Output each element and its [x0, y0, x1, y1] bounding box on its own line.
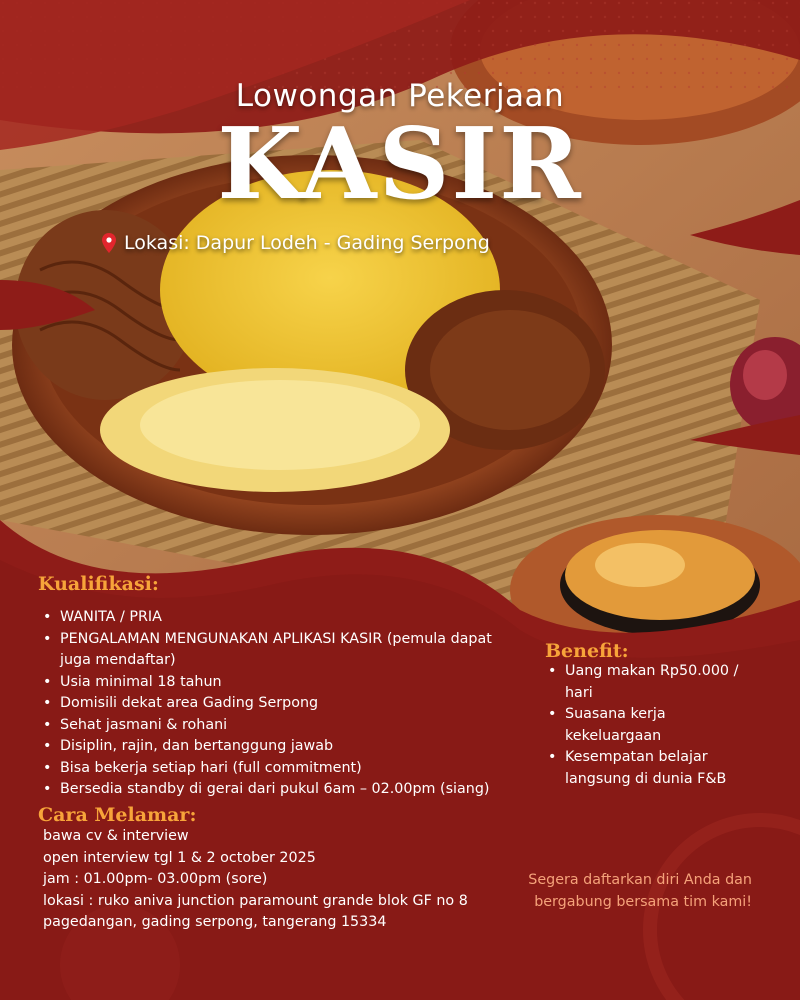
qualification-item: • Sehat jasmani & rohani [40, 715, 500, 737]
location-line [102, 232, 490, 254]
apply-line: lokasi : ruko aniva junction paramount grande blok GF no 8 [43, 892, 468, 909]
benefit-item: • Kesempatan belajar langsung di dunia F&B [545, 747, 750, 790]
qualification-item: • PENGALAMAN MENGUNAKAN APLIKASI KASIR (pemula dapat juga mendaftar) [40, 629, 500, 672]
call-to-action: Segera daftarkan diri Anda dan bergabung bersama tim kami! [528, 872, 752, 910]
map-pin-icon [102, 233, 116, 253]
apply-line: bawa cv & interview [43, 828, 189, 844]
apply-line: jam : 01.00pm- 03.00pm (sore) [43, 871, 268, 887]
apply-line: open interview tgl 1 & 2 october 2025 [43, 849, 316, 866]
benefit-heading: Benefit: [545, 640, 629, 662]
qualification-item: • Disiplin, rajin, dan bertanggung jawab [40, 736, 500, 758]
apply-heading: Cara Melamar: [38, 804, 197, 826]
poster-subtitle: Lowongan Pekerjaan [235, 78, 565, 114]
benefit-list [545, 661, 750, 790]
qualification-item: • Bersedia standby di gerai dari pukul 6am – 02.00pm (siang) [40, 779, 500, 801]
location-text: Lokasi: Dapur Lodeh - Gading Serpong [124, 232, 490, 254]
qualifications-heading: Kualifikasi: [38, 573, 159, 595]
headline [0, 78, 800, 222]
qualification-item: • Bisa bekerja setiap hari (full commitment) [40, 758, 500, 780]
qualification-item: • Usia minimal 18 tahun [40, 672, 500, 694]
apply-line: pagedangan, gading serpong, tangerang 15334 [43, 914, 387, 930]
benefit-item: • Suasana kerja kekeluargaan [545, 704, 750, 747]
poster-title: KASIR [217, 107, 583, 222]
qualification-item: • Domisili dekat area Gading Serpong [40, 693, 500, 715]
qualifications-list [40, 607, 500, 801]
benefit-item: • Uang makan Rp50.000 / hari [545, 661, 750, 704]
qualification-item: • WANITA / PRIA [40, 607, 500, 629]
apply-instructions [43, 826, 468, 934]
